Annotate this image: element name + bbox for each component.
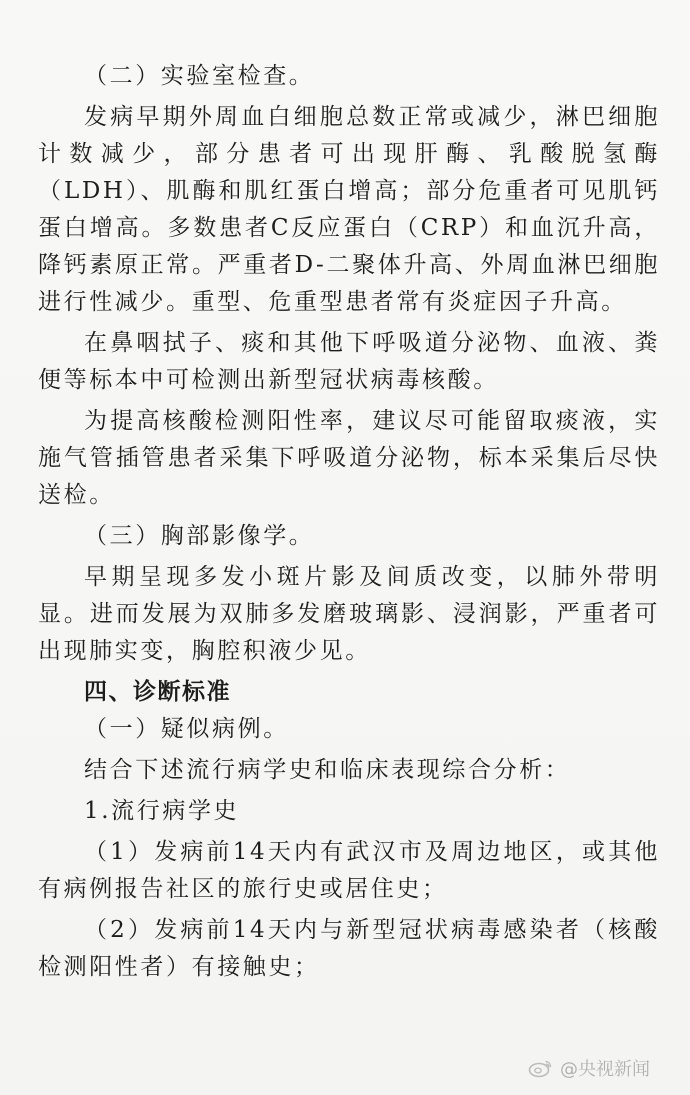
document-body	[38, 58, 660, 986]
watermark	[528, 1055, 650, 1081]
paragraph-imaging-findings: 早期呈现多发小斑片影及间质改变，以肺外带明显。进而发展为双肺多发磨玻璃影、浸润影，严重者可出现肺实变，胸腔积液少见。	[38, 564, 660, 664]
section-heading-chest-imaging: （三）胸部影像学。	[84, 523, 315, 549]
paragraph-nucleic-acid-samples: 在鼻咽拭子、痰和其他下呼吸道分泌物、血液、粪便等标本中可检测出新型冠状病毒核酸。	[38, 330, 660, 393]
section-heading-diagnosis-criteria: 四、诊断标准	[84, 679, 231, 705]
section-heading-lab-tests: （二）实验室检查。	[84, 63, 315, 89]
subheading-epidemiological-history: 1.流行病学史	[84, 798, 240, 824]
paragraph-combined-analysis: 结合下述流行病学史和临床表现综合分析：	[84, 757, 571, 783]
paragraph-lab-findings: 发病早期外周血白细胞总数正常或减少，淋巴细胞计数减少，部分患者可出现肝酶、乳酸脱氢酶（LDH）、肌酶和肌红蛋白增高；部分危重者可见肌钙蛋白增高。多数患者C反应蛋白（CRP）和血沉升高，降钙素原正常。严重者D-二聚体升高、外周血淋巴细胞进行性减少。重型、危重型患者常有炎症因子升高。	[38, 104, 660, 315]
list-item-history-1: （1）发病前14天内有武汉市及周边地区，或其他有病例报告社区的旅行史或居住史；	[38, 839, 660, 902]
weibo-icon	[528, 1058, 554, 1078]
watermark-text: @央视新闻	[560, 1059, 650, 1080]
list-item-history-2: （2）发病前14天内与新型冠状病毒感染者（核酸检测阳性者）有接触史；	[38, 917, 660, 980]
paragraph-testing-advice: 为提高核酸检测阳性率，建议尽可能留取痰液，实施气管插管患者采集下呼吸道分泌物，标本采集后尽快送检。	[38, 408, 660, 508]
subheading-suspected-cases: （一）疑似病例。	[84, 716, 289, 742]
